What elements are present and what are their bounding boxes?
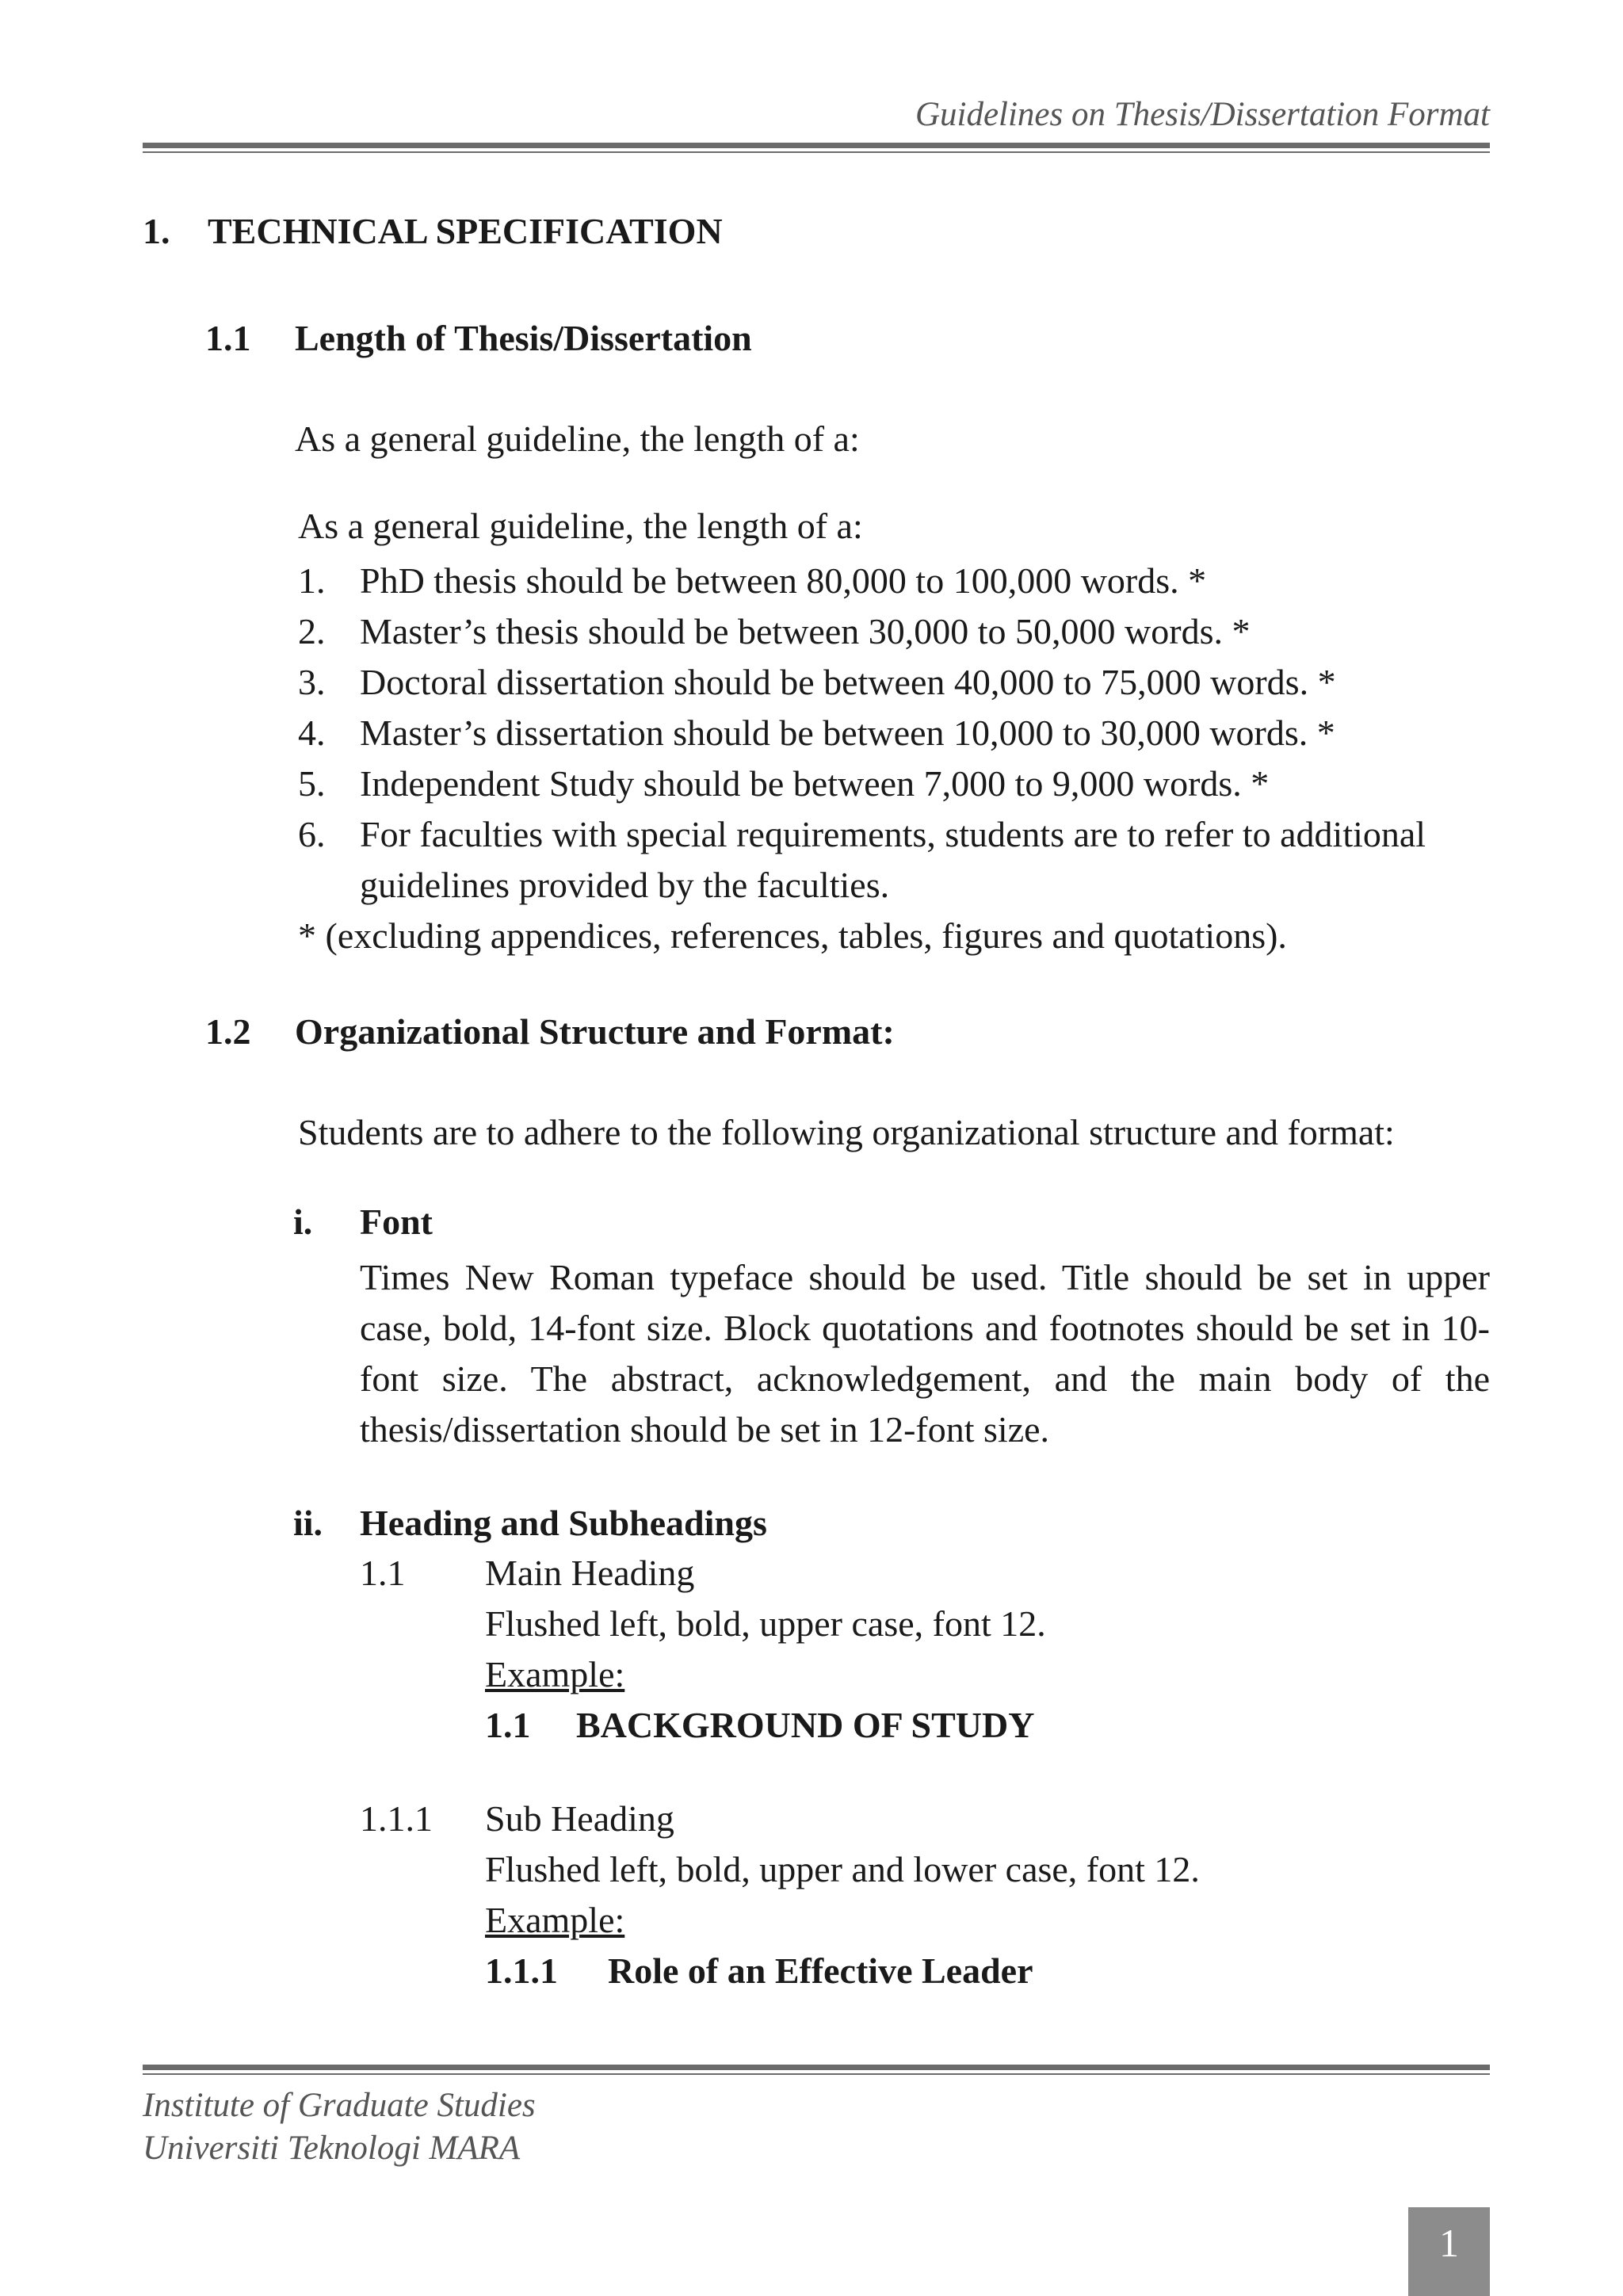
footer-line-2: Universiti Teknologi MARA	[143, 2130, 521, 2167]
main-heading-number: 1.1	[360, 1553, 406, 1593]
length-note: * (excluding appendices, references, tables, figures and quotations).	[298, 915, 1287, 956]
main-heading-label: Main Heading	[485, 1553, 695, 1593]
subsection-heading-length	[205, 317, 752, 359]
footer-line-1: Institute of Graduate Studies	[143, 2087, 536, 2124]
sub-heading-label: Sub Heading	[485, 1798, 674, 1839]
page-number-box	[1408, 2207, 1490, 2296]
running-header: Guidelines on Thesis/Dissertation Format	[915, 96, 1490, 133]
font-heading: i. Font	[293, 1201, 433, 1242]
section-heading	[143, 210, 723, 252]
section-number: 1.	[143, 211, 170, 251]
footer-institution	[143, 2084, 536, 2170]
subsection-title: Organizational Structure and Format:	[295, 1011, 895, 1052]
list-item: 2. Master’s thesis should be between 30,000 to 50,000 words. *	[298, 611, 1251, 651]
subsection-number: 1.2	[205, 1011, 251, 1052]
header-rule	[143, 143, 1490, 153]
main-heading-example: 1.1 BACKGROUND OF STUDY	[485, 1705, 1035, 1745]
length-intro-repeat: As a general guideline, the length of a:	[298, 506, 863, 546]
list-item-continuation: guidelines provided by the faculties.	[360, 865, 890, 905]
sub-heading-number: 1.1.1	[360, 1798, 433, 1839]
length-list	[298, 556, 1426, 961]
structure-intro: Students are to adhere to the following organizational structure and format:	[298, 1112, 1395, 1152]
sub-heading-example: 1.1.1 Role of an Effective Leader	[485, 1950, 1033, 1991]
page-number: 1	[1439, 2221, 1459, 2265]
list-item: 6. For faculties with special requirements, students are to refer to additional	[298, 814, 1426, 854]
main-heading-desc: Flushed left, bold, upper case, font 12.	[485, 1603, 1046, 1644]
sub-heading-example-label: Example:	[485, 1900, 625, 1940]
length-intro: As a general guideline, the length of a:	[295, 418, 860, 459]
subsection-title: Length of Thesis/Dissertation	[295, 318, 752, 358]
list-item: 1. PhD thesis should be between 80,000 to 100,000 words. *	[298, 560, 1207, 601]
main-heading-example-label: Example:	[485, 1654, 625, 1694]
headings-heading: ii. Heading and Subheadings	[293, 1503, 767, 1543]
list-item: 4. Master’s dissertation should be between 10,000 to 30,000 words. *	[298, 712, 1335, 753]
list-item: 3. Doctoral dissertation should be between 40,000 to 75,000 words. *	[298, 662, 1336, 702]
footer-rule	[143, 2065, 1490, 2075]
list-item: 5. Independent Study should be between 7,000 to 9,000 words. *	[298, 763, 1270, 804]
sub-heading-desc: Flushed left, bold, upper and lower case, font 12.	[485, 1849, 1200, 1889]
font-paragraph: Times New Roman typeface should be used. Title should be set in upper case, bold, 14-font size. Block quotations and footnotes should be set in 10-font size. The abstract, acknowledgement, and the main body of the thesis/dissertation should be set in 12-font size.	[360, 1257, 1490, 1450]
subsection-heading-structure	[205, 1010, 895, 1052]
section-title: TECHNICAL SPECIFICATION	[208, 211, 723, 251]
subsection-number: 1.1	[205, 318, 251, 358]
